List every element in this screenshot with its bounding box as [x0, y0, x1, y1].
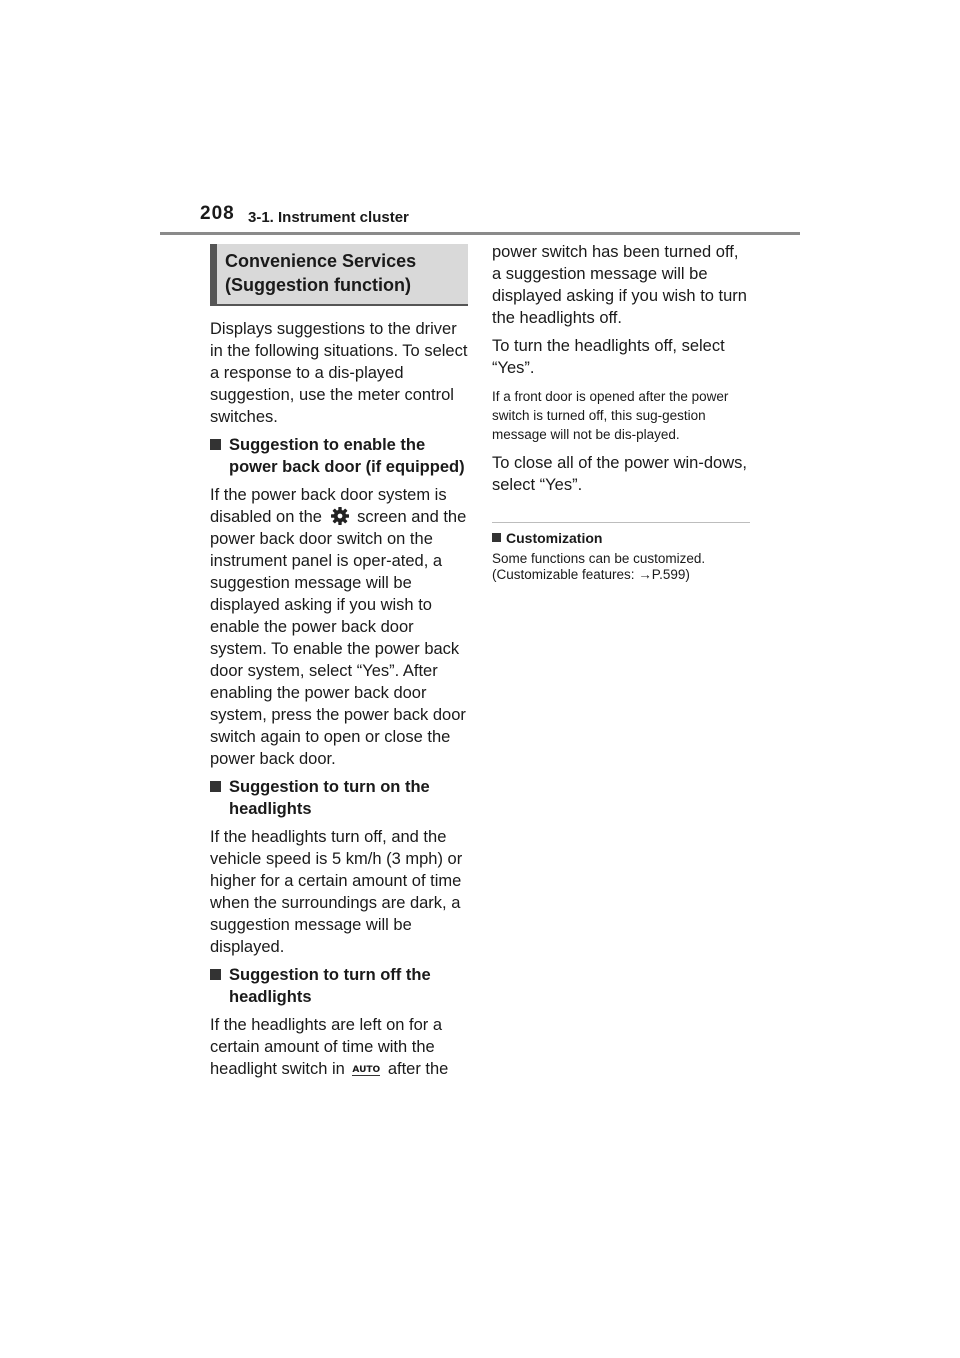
- power-back-door-paragraph: [210, 484, 468, 770]
- turn-off-paragraph: To turn the headlights off, select “Yes”.: [492, 337, 725, 377]
- section-divider: [492, 522, 750, 523]
- subheading-headlights-on: [210, 776, 468, 820]
- customization-line-2: (Customizable features: →P.599): [492, 567, 690, 582]
- headlights-on-paragraph: If the headlights turn off, and the vehicle speed is 5 km/h (3 mph) or higher for a certain amount of time when the surroundings are dark, a suggestion message will be displayed.: [210, 828, 463, 956]
- subheading-headlights-off: [210, 964, 468, 1008]
- subheading-power-back-door: [210, 434, 468, 478]
- section-heading: Convenience Services (Suggestion function): [225, 251, 417, 295]
- customization-heading: [492, 529, 750, 547]
- subheading-text: Suggestion to turn on the headlights: [229, 778, 430, 818]
- right-column: [492, 241, 750, 583]
- square-bullet-icon: [210, 439, 221, 450]
- customization-title: Customization: [506, 530, 603, 546]
- paragraph-text-b: after the: [387, 1060, 449, 1078]
- square-bullet-icon: [210, 969, 221, 980]
- page-header: [200, 203, 800, 235]
- gear-icon: [330, 506, 350, 526]
- subheading-text: Suggestion to enable the power back door (if equipped): [229, 436, 465, 476]
- paragraph-text-a: If the power back door system is disabled on the: [210, 486, 447, 526]
- page-number: 208: [200, 203, 235, 224]
- square-bullet-icon: [492, 533, 501, 542]
- section-heading-box: [210, 244, 468, 306]
- paragraph-text-a: If the headlights are left on for a certain amount of time with the headlight switch in: [210, 1016, 443, 1078]
- header-rule: [160, 232, 800, 235]
- headlights-off-paragraph: [210, 1014, 468, 1080]
- customization-line-1: Some functions can be customized.: [492, 551, 706, 566]
- note-paragraph: If a front door is opened after the power switch is turned off, this sug-gestion message will not be dis-played.: [492, 389, 729, 442]
- auto-switch-icon: AUTO: [352, 1065, 381, 1075]
- section-title: 3-1. Instrument cluster: [248, 209, 409, 226]
- windows-paragraph: To close all of the power win-dows, select “Yes”.: [492, 454, 747, 494]
- square-bullet-icon: [210, 781, 221, 792]
- paragraph-text-b: screen and the power back door switch on the instrument panel is oper-ated, a suggestion message will be displayed asking if you wish to enable the power back door system. To enable the power back door system, select “Yes”. After enabling the power back door system, press the power back door switch again to open or close the power back door.: [210, 508, 467, 768]
- subheading-text: Suggestion to turn off the headlights: [229, 966, 431, 1006]
- continued-paragraph: power switch has been turned off, a suggestion message will be displayed asking if you wish to turn the headlights off.: [492, 243, 747, 327]
- left-column: [210, 244, 468, 1086]
- intro-paragraph: Displays suggestions to the driver in the following situations. To select a response to a dis-played suggestion, use the meter control switches.: [210, 320, 468, 426]
